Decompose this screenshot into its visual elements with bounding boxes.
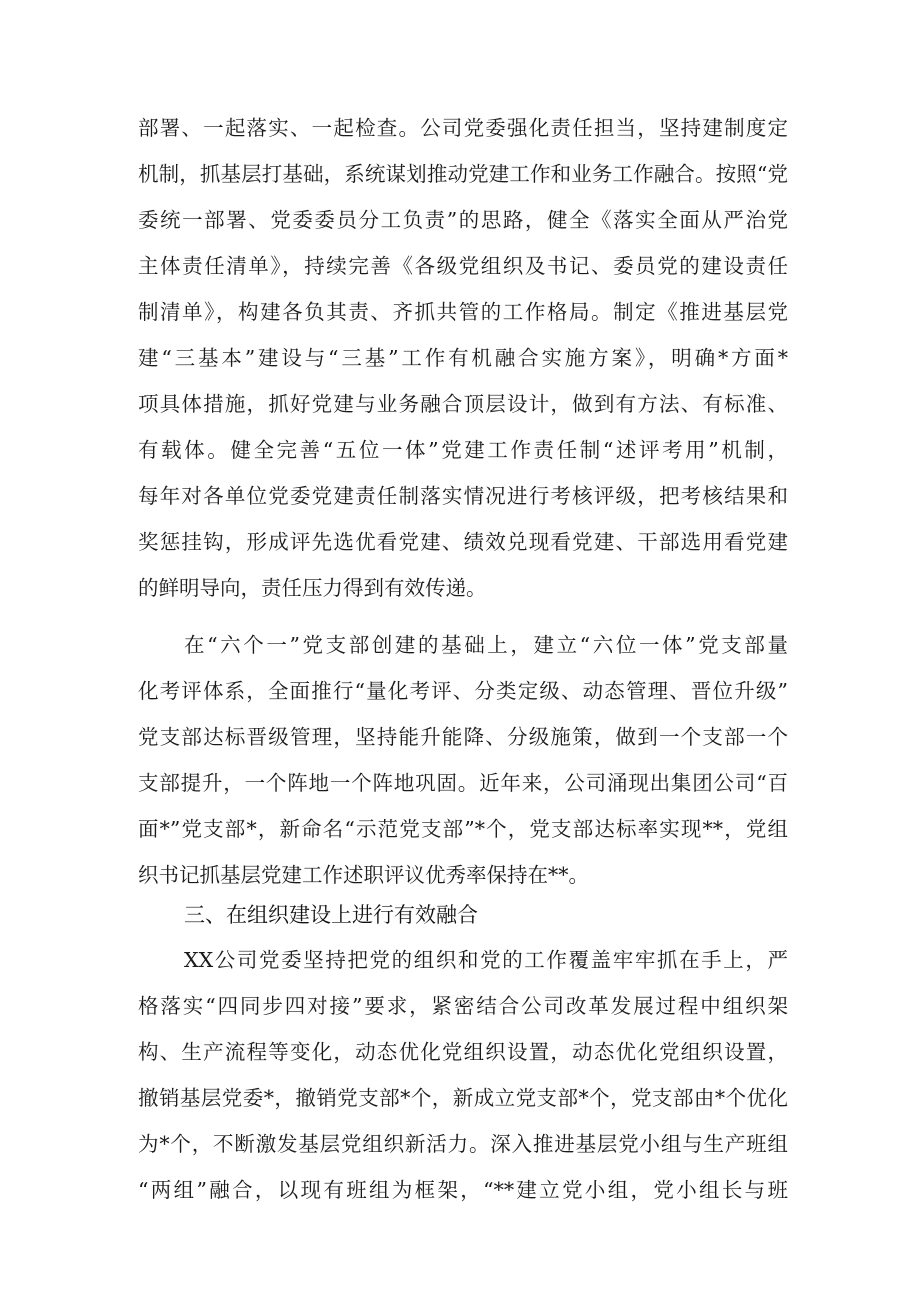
paragraph-line: 奖惩挂钩，形成评先选优看党建、绩效兑现看党建、干部选用看党建: [138, 530, 788, 554]
paragraph-line: 每年对各单位党委党建责任制落实情况进行考核评级，把考核结果和: [138, 484, 788, 508]
section-heading: 三、在组织建设上进行有效融合: [184, 903, 478, 927]
paragraph-line: 部署、一起落实、一起检查。公司党委强化责任担当，坚持建制度定: [138, 116, 788, 140]
paragraph-line: 在“六个一”党支部创建的基础上，建立“六位一体”党支部量: [184, 633, 788, 657]
paragraph-line: XX公司党委坚持把党的组织和党的工作覆盖牢牢抓在手上，严: [184, 948, 788, 972]
paragraph-line: 化考评体系，全面推行“量化考评、分类定级、动态管理、晋位升级”: [138, 679, 788, 703]
paragraph-line: 支部提升，一个阵地一个阵地巩固。近年来，公司涌现出集团公司“百: [138, 771, 788, 795]
paragraph-line: 撤销基层党委*，撤销党支部*个，新成立党支部*个，党支部由*个优化: [138, 1086, 788, 1110]
paragraph-line: 构、生产流程等变化，动态优化党组织设置，动态优化党组织设置，: [138, 1040, 788, 1064]
paragraph-line: 有载体。健全完善“五位一体”党建工作责任制“述评考用”机制，: [138, 438, 788, 462]
paragraph-line: 制清单》，构建各负其责、齐抓共管的工作格局。制定《推进基层党: [138, 300, 788, 324]
paragraph-line: 党支部达标晋级管理，坚持能升能降、分级施策，做到一个支部一个: [138, 725, 788, 749]
paragraph-line: “两组”融合，以现有班组为框架，“**建立党小组，党小组长与班: [138, 1178, 788, 1202]
paragraph-line: 建“三基本”建设与“三基”工作有机融合实施方案》，明确*方面*: [138, 346, 788, 370]
paragraph-line: 主体责任清单》，持续完善《各级党组织及书记、委员党的建设责任: [138, 254, 788, 278]
paragraph-line: 机制，抓基层打基础，系统谋划推动党建工作和业务工作融合。按照“党: [138, 162, 788, 186]
paragraph-line: 委统一部署、党委委员分工负责”的思路，健全《落实全面从严治党: [138, 208, 788, 232]
paragraph-line: 面*”党支部*，新命名“示范党支部”*个，党支部达标率实现**，党组: [138, 817, 788, 841]
paragraph-line: 项具体措施，抓好党建与业务融合顶层设计，做到有方法、有标准、: [138, 392, 788, 416]
paragraph-line: 织书记抓基层党建工作述职评议优秀率保持在**。: [138, 863, 589, 887]
paragraph-line: 的鲜明导向，责任压力得到有效传递。: [138, 576, 487, 600]
paragraph-line: 格落实“四同步四对接”要求，紧密结合公司改革发展过程中组织架: [138, 994, 788, 1018]
paragraph-line: 为*个，不断激发基层党组织新活力。深入推进基层党小组与生产班组: [138, 1132, 788, 1156]
